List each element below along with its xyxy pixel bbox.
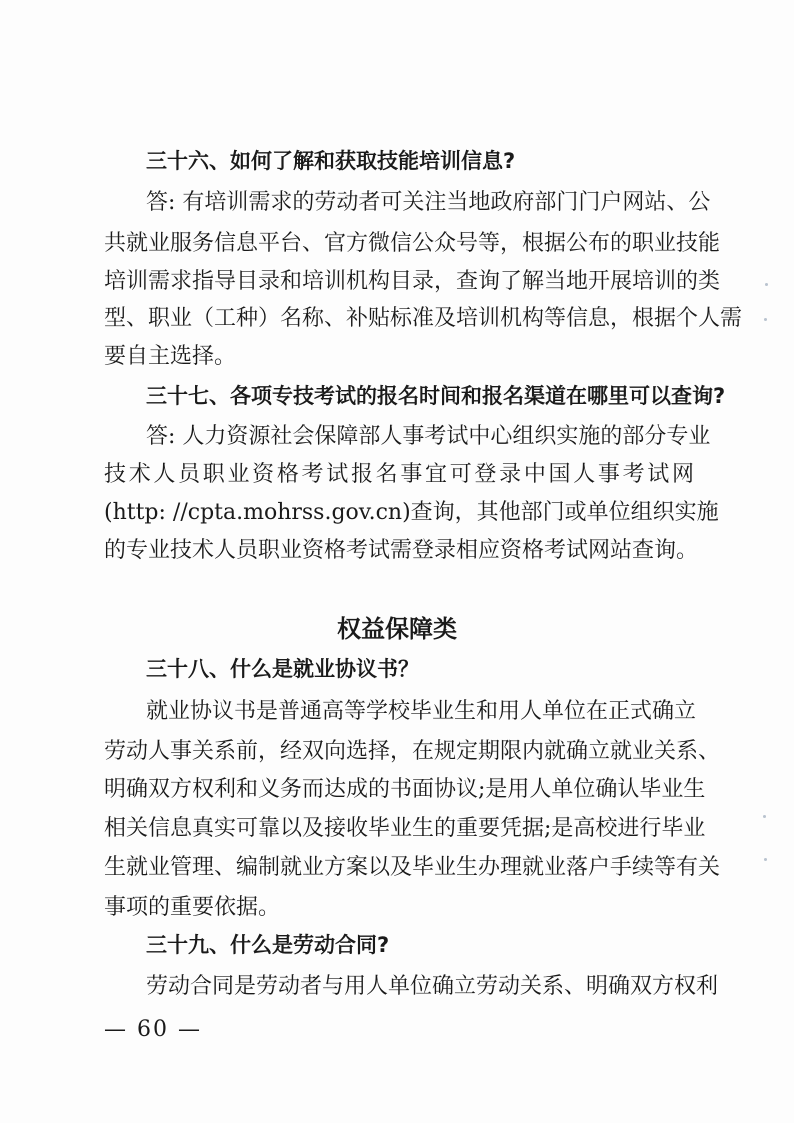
scan-speck [764, 318, 767, 321]
question-36-answer-line: 答: 有培训需求的劳动者可关注当地政府部门门户网站、公 [146, 190, 711, 215]
question-36-answer-line: 培训需求指导目录和培训机构目录，查询了解当地开展培训的类 [104, 269, 721, 294]
scan-speck [765, 283, 768, 286]
question-36-answer-line: 型、职业（工种）名称、补贴标准及培训机构等信息，根据个人需 [104, 306, 743, 331]
question-38-title: 三十八、什么是就业协议书？ [146, 657, 419, 681]
question-39-title: 三十九、什么是劳动合同? [146, 933, 390, 957]
question-36-answer-line: 共就业服务信息平台、官方微信公众号等，根据公布的职业技能 [104, 231, 721, 256]
question-38-answer-line: 事项的重要依据。 [104, 895, 281, 920]
question-37-answer-line: 技术人员职业资格考试报名事宜可登录中国人事考试网 [104, 462, 694, 487]
question-37-answer-line: 的专业技术人员职业资格考试需登录相应资格考试网站查询。 [104, 538, 699, 563]
page-number: — 60 — [104, 1017, 202, 1042]
question-38-answer-line: 生就业管理、编制就业方案以及毕业生办理就业落户手续等有关 [104, 855, 721, 880]
question-36-answer-line: 要自主选择。 [104, 344, 237, 369]
question-37-answer-line: (http: //cpta.mohrss.gov.cn)查询，其他部门或单位组织实施 [104, 500, 719, 525]
question-39-answer-line: 劳动合同是劳动者与用人单位确立劳动关系、明确双方权利 [146, 974, 719, 999]
question-38-answer-line: 相关信息真实可靠以及接收毕业生的重要凭据;是高校进行毕业 [104, 816, 706, 841]
scan-speck [763, 815, 766, 818]
question-38-answer-line: 劳动人事关系前，经双向选择，在规定期限内就确立就业关系、 [104, 739, 721, 764]
question-38-answer-line: 就业协议书是普通高等学校毕业生和用人单位在正式确立 [146, 699, 697, 724]
question-36-title: 三十六、如何了解和获取技能培训信息? [146, 149, 516, 173]
section-title: 权益保障类 [337, 614, 457, 643]
scan-speck [764, 858, 767, 861]
question-37-title: 三十七、各项专技考试的报名时间和报名渠道在哪里可以查询? [146, 384, 726, 408]
question-38-answer-line: 明确双方权利和义务而达成的书面协议;是用人单位确认毕业生 [104, 777, 706, 802]
question-37-answer-line: 答: 人力资源社会保障部人事考试中心组织实施的部分专业 [146, 424, 711, 449]
